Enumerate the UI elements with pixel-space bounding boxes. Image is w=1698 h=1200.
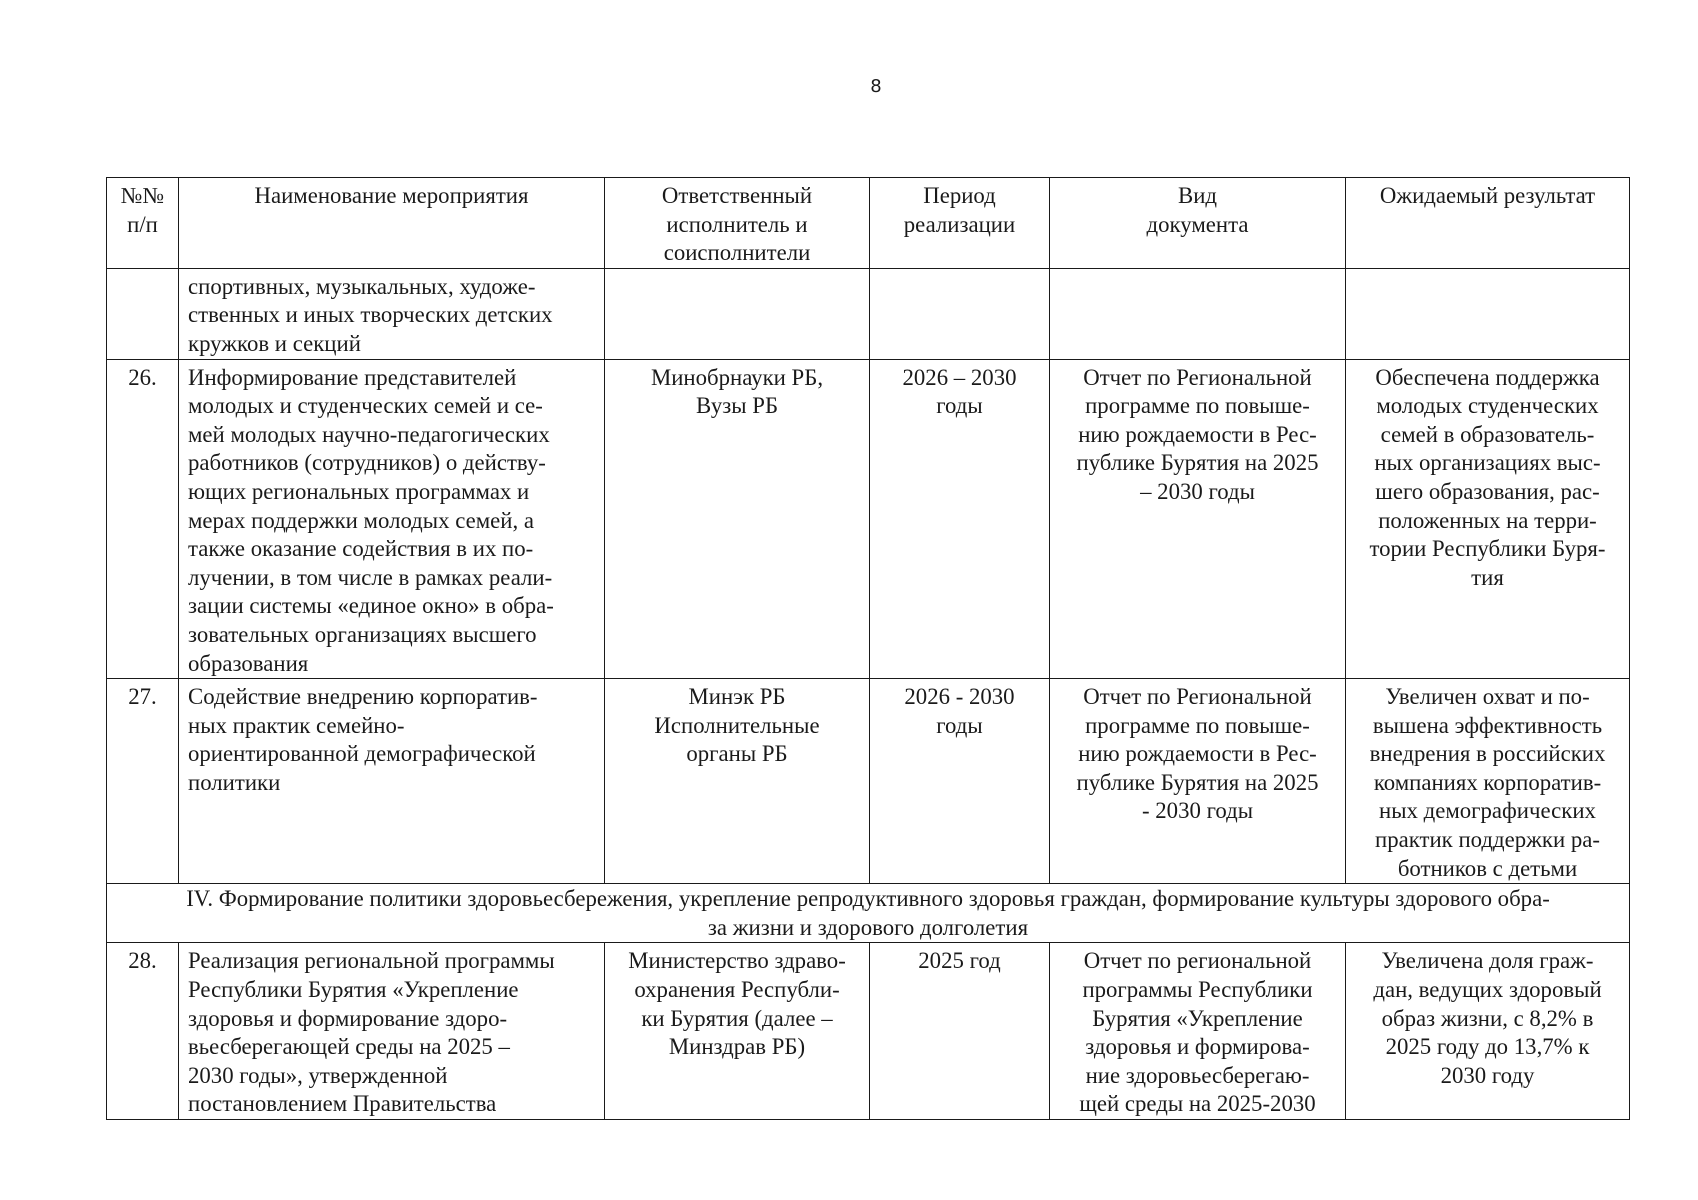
table-header-row bbox=[107, 178, 1630, 269]
cell-responsible: Министерство здраво- охранения Республи- ки Бурятия (далее – Минздрав РБ) bbox=[605, 943, 870, 1120]
cell-result: Увеличена доля граж- дан, ведущих здоровый образ жизни, с 8,2% в 2025 году до 13,7% к 2030 году bbox=[1346, 943, 1630, 1120]
header-expected-result: Ожидаемый результат bbox=[1346, 178, 1630, 269]
table-row bbox=[107, 359, 1630, 679]
cell-result bbox=[1346, 268, 1630, 359]
cell-period: 2026 – 2030 годы bbox=[870, 359, 1050, 679]
header-number: №№ п/п bbox=[107, 178, 179, 269]
cell-responsible: Минобрнауки РБ, Вузы РБ bbox=[605, 359, 870, 679]
cell-document: Отчет по Региональной программе по повыше- нию рождаемости в Рес- публике Бурятия на 2025 - 2030 годы bbox=[1050, 679, 1346, 884]
cell-responsible bbox=[605, 268, 870, 359]
section-title: IV. Формирование политики здоровьесбережения, укрепление репродуктивного здоровья граждан, формирование культуры здорового обра- за жизни и здорового долголетия bbox=[107, 884, 1630, 943]
cell-measure-name: Информирование представителей молодых и студенческих семей и се- мей молодых научно-педагогических работников (сотрудников) о действу- ющих региональных программах и мерах поддержки молодых семей, а также оказание содействия в их по- лучении, в том числе в рамках реали- зации системы «единое окно» в обра- зовательных организациях высшего образования bbox=[179, 359, 605, 679]
cell-measure-name: Реализация региональной программы Республики Бурятия «Укрепление здоровья и формирование здоро- вьесберегающей среды на 2025 – 2030 годы», утвержденной постановлением Правительства bbox=[179, 943, 605, 1120]
cell-period bbox=[870, 268, 1050, 359]
table-row bbox=[107, 679, 1630, 884]
table-row bbox=[107, 943, 1630, 1120]
header-document-type: Вид документа bbox=[1050, 178, 1346, 269]
cell-number: 28. bbox=[107, 943, 179, 1120]
cell-number: 27. bbox=[107, 679, 179, 884]
cell-number: 26. bbox=[107, 359, 179, 679]
measures-table bbox=[106, 177, 1630, 1120]
cell-document bbox=[1050, 268, 1346, 359]
table-row bbox=[107, 268, 1630, 359]
cell-result: Обеспечена поддержка молодых студенческих семей в образователь- ных организациях выс- шего образования, рас- положенных на терри- тории Республики Буря- тия bbox=[1346, 359, 1630, 679]
cell-result: Увеличен охват и по- вышена эффективность внедрения в российских компаниях корпоратив- ных демографических практик поддержки ра- ботников с детьми bbox=[1346, 679, 1630, 884]
section-row bbox=[107, 884, 1630, 943]
page-number: 8 bbox=[870, 76, 882, 97]
cell-responsible: Минэк РБ Исполнительные органы РБ bbox=[605, 679, 870, 884]
cell-document: Отчет по региональной программы Республики Бурятия «Укрепление здоровья и формирова- ние здоровьесберегаю- щей среды на 2025-2030 bbox=[1050, 943, 1346, 1120]
cell-measure-name: спортивных, музыкальных, художе- ственных и иных творческих детских кружков и секций bbox=[179, 268, 605, 359]
cell-period: 2025 год bbox=[870, 943, 1050, 1120]
cell-number bbox=[107, 268, 179, 359]
cell-measure-name: Содействие внедрению корпоратив- ных практик семейно- ориентированной демографической политики bbox=[179, 679, 605, 884]
cell-document: Отчет по Региональной программе по повыше- нию рождаемости в Рес- публике Бурятия на 2025 – 2030 годы bbox=[1050, 359, 1346, 679]
cell-period: 2026 - 2030 годы bbox=[870, 679, 1050, 884]
header-responsible: Ответственный исполнитель и соисполнители bbox=[605, 178, 870, 269]
header-measure-name: Наименование мероприятия bbox=[179, 178, 605, 269]
header-period: Период реализации bbox=[870, 178, 1050, 269]
